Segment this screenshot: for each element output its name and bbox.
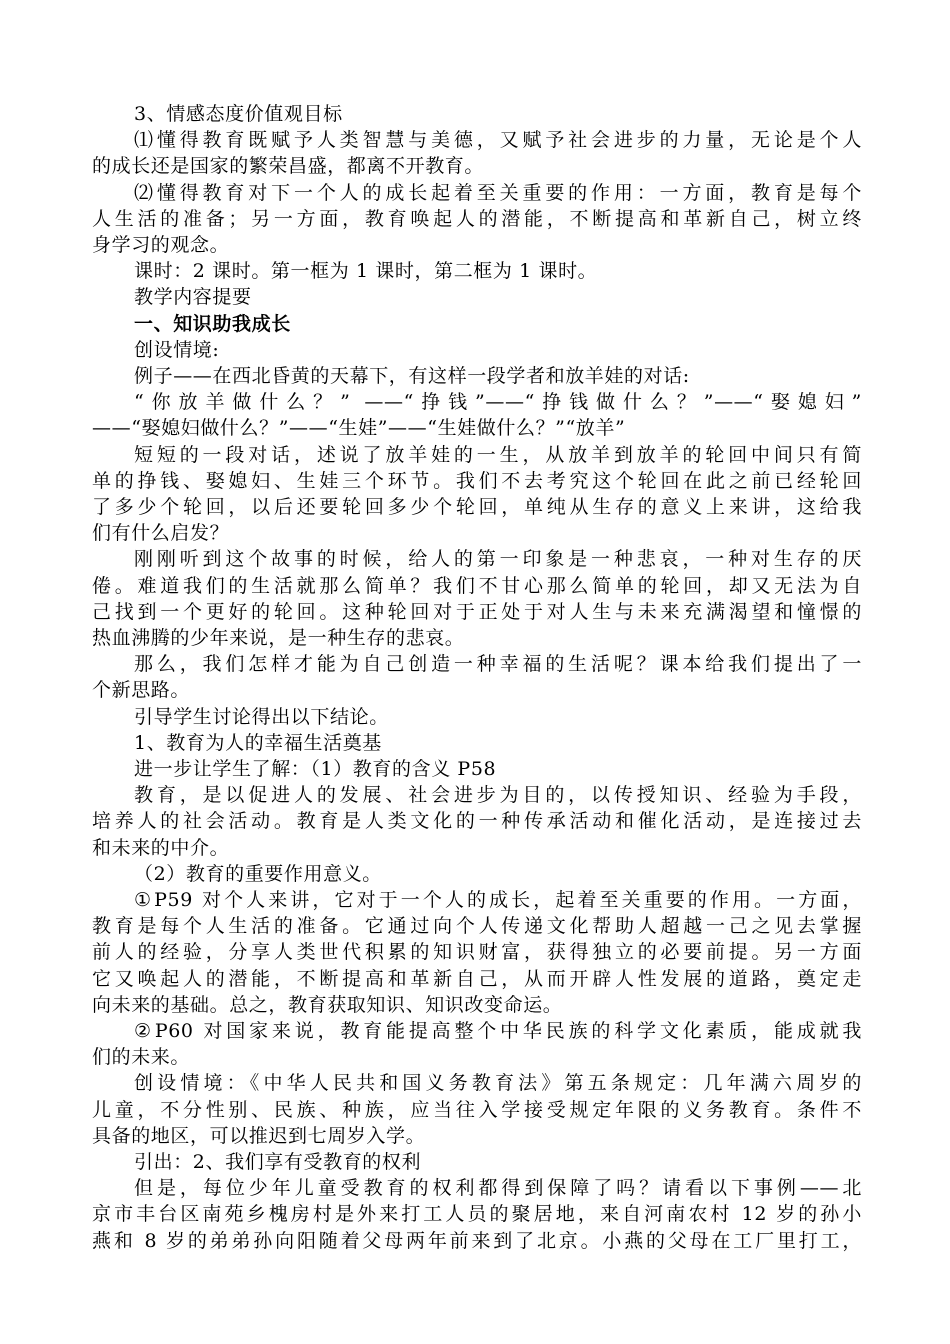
text-line: 培养人的社会活动。教育是人类文化的一种传承活动和催化活动，是连接过去 xyxy=(92,810,862,832)
text-line: 1、教育为人的幸福生活奠基 xyxy=(134,732,382,754)
text-line: ——“娶媳妇做什么？”——“生娃”——“生娃做什么？”“放羊” xyxy=(92,417,626,439)
text-line: 进一步让学生了解：（1）教育的含义 P58 xyxy=(134,758,497,780)
text-line: 京市丰台区南苑乡槐房村是外来打工人员的聚居地，来自河南农村 12 岁的孙小 xyxy=(92,1203,862,1225)
section-heading: 一、知识助我成长 xyxy=(134,313,291,335)
text-line: 儿童，不分性别、民族、种族，应当往入学接受规定年限的义务教育。条件不 xyxy=(92,1099,862,1121)
text-line: 引导学生讨论得出以下结论。 xyxy=(134,706,389,728)
text-line: 倦。难道我们的生活就那么简单？我们不甘心那么简单的轮回，却又无法为自 xyxy=(92,575,862,597)
text-line: ②P60 对国家来说，教育能提高整个中华民族的科学文化素质，能成就我 xyxy=(134,1020,862,1042)
text-line: 那么，我们怎样才能为自己创造一种幸福的生活呢？课本给我们提出了一 xyxy=(134,653,862,675)
text-line: （2）教育的重要作用意义。 xyxy=(134,863,382,885)
text-line: ①P59 对个人来讲，它对于一个人的成长，起着至关重要的作用。一方面， xyxy=(134,889,862,911)
text-line: 单的挣钱、娶媳妇、生娃三个环节。我们不去考究这个轮回在此之前已经轮回 xyxy=(92,470,862,492)
text-line: 课时：2 课时。第一框为 1 课时，第二框为 1 课时。 xyxy=(134,260,598,282)
text-line: 教育是每个人生活的准备。它通过向个人传递文化帮助人超越一己之见去掌握 xyxy=(92,915,862,937)
text-line: 个新思路。 xyxy=(92,679,191,701)
text-line: ⑵懂得教育对下一个人的成长起着至关重要的作用：一方面，教育是每个 xyxy=(134,182,862,204)
text-line: 的成长还是国家的繁荣昌盛，都离不开教育。 xyxy=(92,155,485,177)
text-line: 前人的经验，分享人类世代积累的知识财富，获得独立的必要前提。另一方面 xyxy=(92,941,862,963)
text-line: 但是，每位少年儿童受教育的权利都得到保障了吗？请看以下事例——北 xyxy=(134,1177,862,1199)
text-line: 们有什么启发？ xyxy=(92,522,230,544)
text-line: 刚刚听到这个故事的时候，给人的第一印象是一种悲哀，一种对生存的厌 xyxy=(134,548,862,570)
text-line: 教学内容提要 xyxy=(134,286,252,308)
text-line: 短短的一段对话，述说了放羊娃的一生，从放羊到放羊的轮回中间只有简 xyxy=(134,444,862,466)
text-line: 具备的地区，可以推迟到七周岁入学。 xyxy=(92,1125,426,1147)
text-line: 向未来的基础。总之，教育获取知识、知识改变命运。 xyxy=(92,994,563,1016)
text-line: 3、情感态度价值观目标 xyxy=(134,103,343,125)
text-line: 燕和 8 岁的弟弟孙向阳随着父母两年前来到了北京。小燕的父母在工厂里打工， xyxy=(92,1230,862,1252)
text-line: 热血沸腾的少年来说，是一种生存的悲哀。 xyxy=(92,627,465,649)
text-line: 它又唤起人的潜能，不断提高和革新自己，从而开辟人性发展的道路，奠定走 xyxy=(92,968,862,990)
text-line: 们的未来。 xyxy=(92,1046,191,1068)
text-line: “你放羊做什么？” ——“挣钱”——“挣钱做什么？”——“娶媳妇” xyxy=(134,391,862,413)
text-line: 教育，是以促进人的发展、社会进步为目的，以传授知识、经验为手段， xyxy=(134,784,862,806)
text-line: ⑴懂得教育既赋予人类智慧与美德，又赋予社会进步的力量，无论是个人 xyxy=(134,129,862,151)
text-line: 身学习的观念。 xyxy=(92,234,230,256)
text-line: 人生活的准备；另一方面，教育唤起人的潜能，不断提高和革新自己，树立终 xyxy=(92,208,862,230)
text-line: 引出：2、我们享有受教育的权利 xyxy=(134,1151,422,1173)
text-line: 己找到一个更好的轮回。这种轮回对于正处于对人生与未来充满渴望和憧憬的 xyxy=(92,601,862,623)
text-line: 例子——在西北昏黄的天幕下，有这样一段学者和放羊娃的对话: xyxy=(134,365,690,387)
text-line: 创设情境: xyxy=(134,339,220,361)
text-line: 和未来的中介。 xyxy=(92,837,230,859)
text-line: 创设情境：《中华人民共和国义务教育法》第五条规定：几年满六周岁的 xyxy=(134,1072,862,1094)
text-line: 了多少个轮回，以后还要轮回多少个轮回，单纯从生存的意义上来讲，这给我 xyxy=(92,496,862,518)
